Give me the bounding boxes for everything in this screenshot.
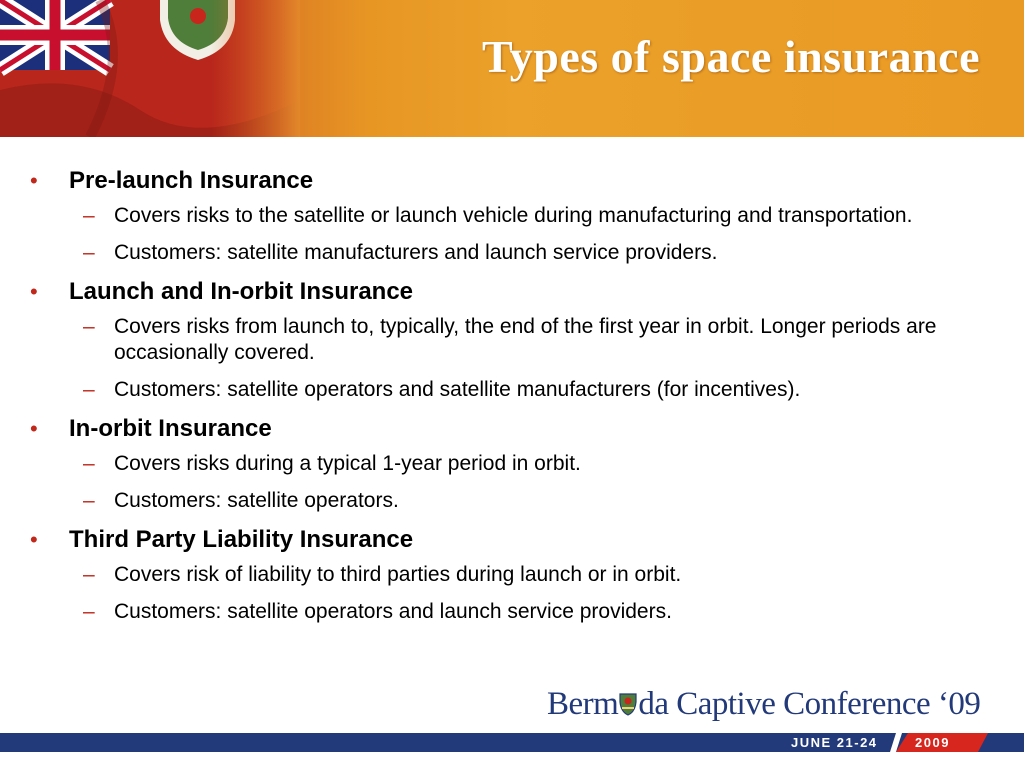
header-banner — [0, 0, 1024, 137]
list-item — [0, 203, 944, 229]
section-third-party — [0, 525, 1024, 625]
conference-dates: JUNE 21-24 — [791, 735, 878, 750]
section-heading: Pre-launch Insurance — [69, 167, 314, 194]
section-heading: In-orbit Insurance — [69, 415, 272, 442]
section-launch-in-orbit — [0, 277, 1024, 403]
conference-logo — [547, 686, 980, 723]
section-pre-launch — [0, 166, 1024, 266]
dash-icon: – — [83, 600, 95, 623]
sub-point: Customers: satellite manufacturers and launch service providers. — [114, 241, 718, 264]
sub-point: Covers risks during a typical 1-year period in orbit. — [114, 452, 581, 475]
dash-icon: – — [83, 452, 95, 475]
sub-point: Covers risk of liability to third parties during launch or in orbit. — [114, 563, 682, 586]
list-item — [0, 599, 944, 625]
list-item — [0, 277, 1024, 307]
dash-icon: – — [83, 563, 95, 586]
bermuda-flag-image — [0, 0, 300, 137]
conference-name-end: da Captive Conference ‘09 — [638, 686, 981, 722]
dash-icon: – — [83, 241, 95, 264]
section-in-orbit — [0, 414, 1024, 514]
bullet-list — [0, 166, 1024, 636]
list-item — [0, 314, 944, 366]
sub-point: Covers risks to the satellite or launch vehicle during manufacturing and transportation. — [114, 204, 913, 227]
conference-name-start: Berm — [547, 686, 619, 722]
list-item — [0, 525, 1024, 555]
section-heading: Third Party Liability Insurance — [69, 526, 414, 553]
list-item — [0, 377, 944, 403]
sub-point: Covers risks from launch to, typically, the end of the first year in orbit. Longer periods are occasionally covered. — [114, 315, 937, 364]
dash-icon: – — [83, 315, 95, 338]
dash-icon: – — [83, 378, 95, 401]
sub-point: Customers: satellite operators and launch service providers. — [114, 600, 672, 623]
list-item — [0, 488, 944, 514]
list-item — [0, 240, 944, 266]
section-heading: Launch and In-orbit Insurance — [69, 278, 414, 305]
dash-icon: – — [83, 204, 95, 227]
dash-icon: – — [83, 489, 95, 512]
bullet-icon: • — [30, 168, 38, 193]
list-item — [0, 562, 944, 588]
sub-point: Customers: satellite operators. — [114, 489, 399, 512]
list-item — [0, 166, 1024, 196]
sub-point: Customers: satellite operators and satellite manufacturers (for incentives). — [114, 378, 801, 401]
conference-year: 2009 — [915, 735, 950, 750]
bermuda-crest-icon — [619, 692, 637, 716]
bullet-icon: • — [30, 416, 38, 441]
bullet-icon: • — [30, 527, 38, 552]
list-item — [0, 451, 944, 477]
list-item — [0, 414, 1024, 444]
slide-title: Types of space insurance — [482, 31, 980, 82]
bullet-icon: • — [30, 279, 38, 304]
